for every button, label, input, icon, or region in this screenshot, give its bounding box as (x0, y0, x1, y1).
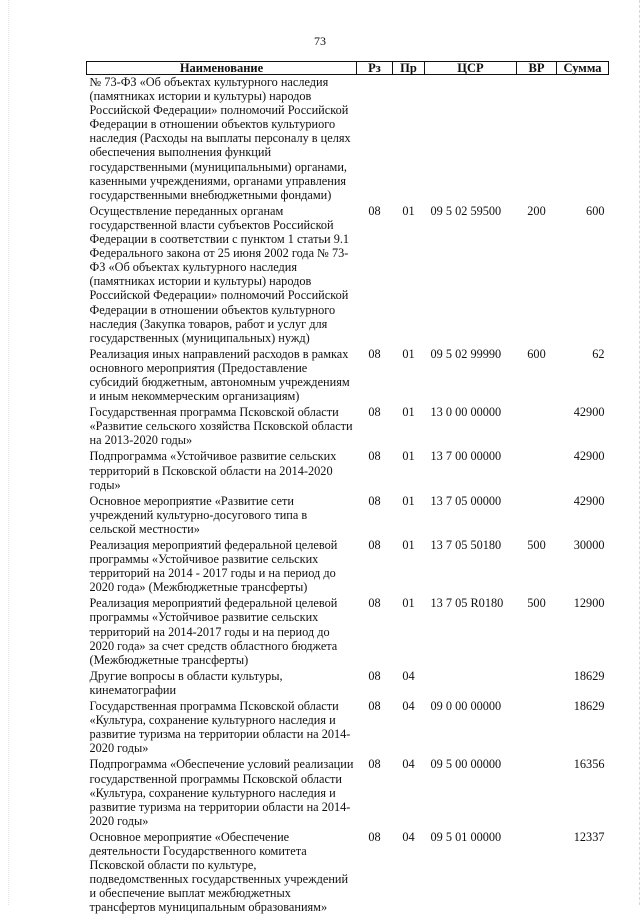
row-name: Подпрограмма «Обеспечение условий реализации государственной программы Псковской области «Культура, сохранение культурного наследия и развитие туризма на территории области на 2014-2020 годы» (87, 757, 357, 829)
row-pr: 01 (393, 494, 425, 538)
row-vr (517, 699, 557, 757)
row-name: Основное мероприятие «Развитие сети учреждений культурно-досугового типа в сельской местности» (87, 494, 357, 538)
row-name: Государственная программа Псковской области «Культура, сохранение культурного наследия и развитие туризма на территории области на 2014-2020 годы» (87, 699, 357, 757)
row-sum: 30000 (557, 538, 609, 596)
row-pr: 01 (393, 449, 425, 493)
row-vr (517, 494, 557, 538)
table-row (87, 75, 609, 204)
row-pr: 01 (393, 347, 425, 405)
row-pr: 01 (393, 405, 425, 449)
row-sum: 16356 (557, 757, 609, 829)
row-rz: 08 (357, 596, 393, 668)
row-rz (357, 75, 393, 204)
row-rz: 08 (357, 347, 393, 405)
table-row (87, 538, 609, 596)
row-csr: 13 7 05 50180 (425, 538, 517, 596)
row-vr: 500 (517, 538, 557, 596)
row-sum: 12337 (557, 830, 609, 916)
row-vr (517, 449, 557, 493)
row-pr: 04 (393, 669, 425, 699)
row-name: Реализация мероприятий федеральной целевой программы «Устойчивое развитие сельских территорий на 2014-2017 годы и на период до 2020 года» за счет средств областного бюджета (Межбюджетные трансферты) (87, 596, 357, 668)
table-row (87, 669, 609, 699)
header-sum: Сумма (557, 62, 609, 75)
table-row (87, 830, 609, 916)
table-body (87, 75, 609, 916)
row-rz: 08 (357, 405, 393, 449)
row-csr (425, 75, 517, 204)
row-sum: 18629 (557, 669, 609, 699)
row-rz: 08 (357, 494, 393, 538)
table-row (87, 405, 609, 449)
row-sum: 18629 (557, 699, 609, 757)
row-rz: 08 (357, 204, 393, 347)
row-rz: 08 (357, 538, 393, 596)
row-csr: 13 0 00 00000 (425, 405, 517, 449)
header-csr: ЦСР (425, 62, 517, 75)
budget-table (86, 61, 609, 916)
table-row (87, 204, 609, 347)
row-sum: 600 (557, 204, 609, 347)
row-vr: 600 (517, 347, 557, 405)
row-name: Основное мероприятие «Обеспечение деятельности Государственного комитета Псковской области по культуре, подведомственных государственных учреждений и обеспечение выплат межбюджетных трансфертов муниципальным образованиям» (87, 830, 357, 916)
row-rz: 08 (357, 757, 393, 829)
row-sum (557, 75, 609, 204)
row-vr (517, 757, 557, 829)
row-pr (393, 75, 425, 204)
row-rz: 08 (357, 669, 393, 699)
scan-edge-left (8, 0, 10, 905)
row-vr (517, 75, 557, 204)
table-row (87, 699, 609, 757)
table-header (87, 62, 609, 75)
row-csr: 09 5 02 99990 (425, 347, 517, 405)
row-name: № 73-ФЗ «Об объектах культурного наследия (памятниках истории и культуры) народов Российской Федерации» полномочий Российской Федерации в отношении объектов культуриого наследия (Расходы на выплаты персоналу в целях обеспечения выполнения функций государственными (муниципальными) органами, казенными учреждениями, органами управления государственными внебюджетными фондами) (87, 75, 357, 204)
row-name: Реализация иных направлений расходов в рамках основного мероприятия (Предоставление субсидий бюджетным, автономным учреждениям и иным некоммерческим организациям) (87, 347, 357, 405)
row-pr: 01 (393, 204, 425, 347)
row-sum: 42900 (557, 494, 609, 538)
row-pr: 01 (393, 538, 425, 596)
table-row (87, 347, 609, 405)
header-name: Наименование (87, 62, 357, 75)
row-csr: 09 0 00 00000 (425, 699, 517, 757)
row-csr: 13 7 05 R0180 (425, 596, 517, 668)
row-sum: 42900 (557, 405, 609, 449)
row-sum: 12900 (557, 596, 609, 668)
row-csr: 09 5 02 59500 (425, 204, 517, 347)
row-name: Осуществление переданных органам государственной власти субъектов Российской Федерации в соответствии с пунктом 1 статьи 9.1 Федерального закона от 25 июня 2002 года № 73-ФЗ «Об объектах культурного наследия (памятниках истории и культуры) народов Российской Федерации» полномочий Российской Федерации в отношении объектов культурного наследия (Закупка товаров, работ и услуг для государственных (муниципальных) нужд) (87, 204, 357, 347)
row-name: Подпрограмма «Устойчивое развитие сельских территорий в Псковской области на 2014-2020 годы» (87, 449, 357, 493)
row-csr: 13 7 00 00000 (425, 449, 517, 493)
page-number: 73 (0, 34, 640, 49)
row-pr: 01 (393, 596, 425, 668)
row-vr: 500 (517, 596, 557, 668)
row-csr: 09 5 01 00000 (425, 830, 517, 916)
row-csr: 09 5 00 00000 (425, 757, 517, 829)
row-name: Реализация мероприятий федеральной целевой программы «Устойчивое развитие сельских территорий на 2014 - 2017 годы и на период до 2020 года» (Межбюджетные трансферты) (87, 538, 357, 596)
row-name: Другие вопросы в области культуры, кинематографии (87, 669, 357, 699)
header-pr: Пр (393, 62, 425, 75)
row-sum: 42900 (557, 449, 609, 493)
header-rz: Рз (357, 62, 393, 75)
row-name: Государственная программа Псковской области «Развитие сельского хозяйства Псковской области на 2013-2020 годы» (87, 405, 357, 449)
row-rz: 08 (357, 449, 393, 493)
row-pr: 04 (393, 699, 425, 757)
header-row (87, 62, 609, 75)
row-csr (425, 669, 517, 699)
header-vr: ВР (517, 62, 557, 75)
row-rz: 08 (357, 830, 393, 916)
row-pr: 04 (393, 757, 425, 829)
row-vr (517, 405, 557, 449)
table-row (87, 494, 609, 538)
table-row (87, 596, 609, 668)
row-pr: 04 (393, 830, 425, 916)
table-row (87, 449, 609, 493)
row-sum: 62 (557, 347, 609, 405)
row-vr (517, 669, 557, 699)
table-row (87, 757, 609, 829)
row-rz: 08 (357, 699, 393, 757)
row-vr: 200 (517, 204, 557, 347)
row-csr: 13 7 05 00000 (425, 494, 517, 538)
row-vr (517, 830, 557, 916)
